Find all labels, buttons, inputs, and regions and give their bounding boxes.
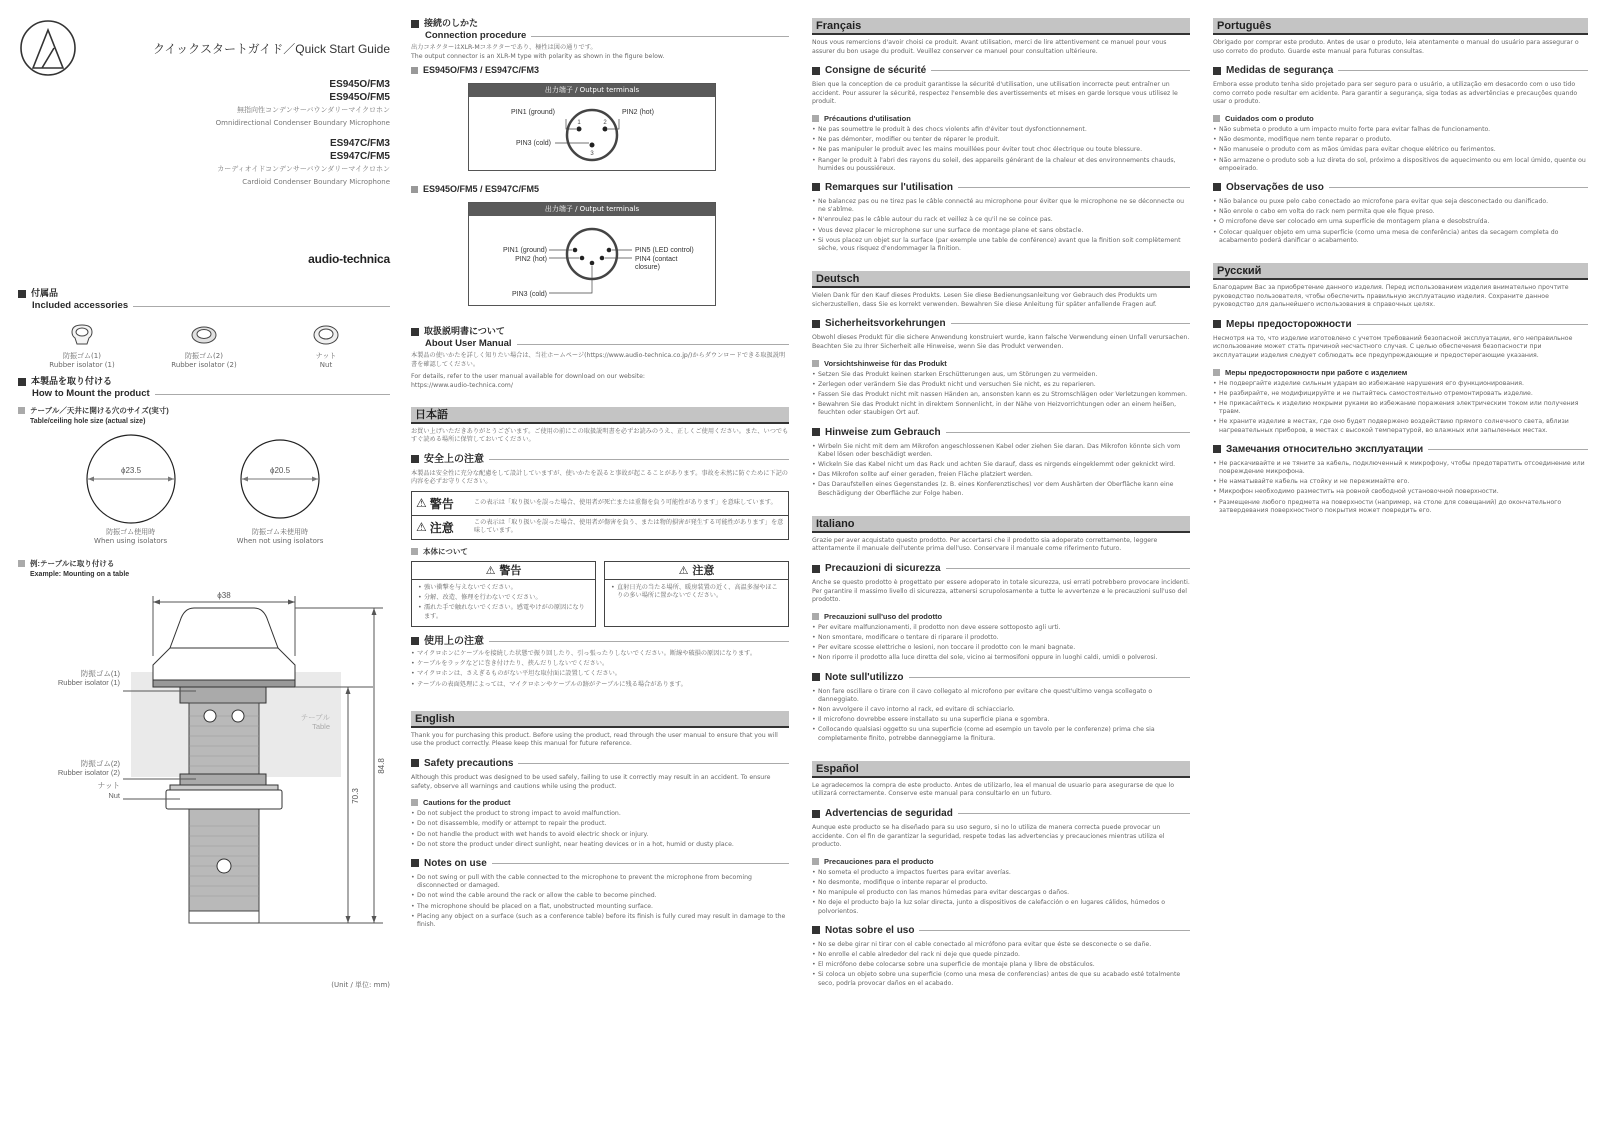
warning-triangle-icon: ⚠	[416, 520, 427, 535]
guide-title: クイックスタートガイド／Quick Start Guide	[152, 42, 390, 56]
hole-circle-icon	[240, 433, 320, 525]
list-item: • Размещение любого предмета на поверхности (например, на столе для совещаний) до окончательного затвердевания поверхностного покрытия может повредить его.	[1213, 499, 1588, 515]
subsection-heading: 本体について	[411, 546, 789, 557]
cover-column	[18, 0, 390, 1131]
safety-text: 本製品は安全性に充分な配慮をして設計していますが、使いかたを誤ると事故が起こることがあります。事故を未然に防ぐために下記の内容を必ずお守りください。	[411, 469, 788, 486]
notes-list	[1213, 198, 1588, 245]
list-item: • The microphone should be placed on a flat, unobstructed mounting surface.	[411, 903, 789, 911]
manual-text-en: For details, refer to the user manual available for download on our website:	[411, 373, 645, 381]
list-item: • Não desmonte, modifique nem tente reparar o produto.	[1213, 136, 1588, 144]
list-item: • Setzen Sie das Produkt keinen starken Erschütterungen aus, um Störungen zu vermeiden.	[812, 371, 1190, 379]
list-item: • Не разбирайте, не модифицируйте и не пытайтесь самостоятельно отремонтировать изделие.	[1213, 390, 1588, 398]
list-item: • 濡れた手で触れないでください。感電やけがの原因になります。	[418, 604, 589, 620]
pin5-label: PIN5 (LED control)	[635, 247, 694, 255]
square-bullet-icon	[812, 320, 820, 328]
nut-icon	[311, 322, 341, 348]
safety-text: Although this product was designed to be used safely, failing to use it correctly may result in an accident. To ensure safety, observe all warnings and cautions while using the product.	[411, 773, 771, 790]
list-item: • O microfone deve ser colocado em uma superfície de montagem plana e desobstruída.	[1213, 218, 1588, 226]
list-item: • Bewahren Sie das Produkt nicht in direktem Sonnenlicht, in der Nähe von Heizvorrichtungen oder an einem heißen, feuchten oder staubigen Ort auf.	[812, 401, 1190, 417]
safety-heading: Medidas de segurança	[1213, 64, 1588, 77]
list-item: • Не раскачивайте и не тяните за кабель, подключенный к микрофону, чтобы предотвратить отсоединение или повреждение микрофона.	[1213, 460, 1588, 476]
pin-box-title: 出力端子 / Output terminals	[469, 203, 715, 216]
list-item: • Das Mikrofon sollte auf einer geraden, freien Fläche platziert werden.	[812, 471, 1190, 479]
list-item: • Non riporre il prodotto alla luce diretta del sole, vicino ai termosifoni oppure in luoghi caldi, umidi o polverosi.	[812, 654, 1190, 662]
list-item: • Ne balancez pas ou ne tirez pas le câble connecté au microphone pour éviter que le microphone ne se déconnecte ou ne s'abîme.	[812, 198, 1190, 214]
connection-column	[411, 18, 789, 931]
list-item: • Si vous placez un objet sur la surface (par exemple une table de conférence) avant que la finition soit complètement sèche, vous risquez d'endommager la finition.	[812, 237, 1190, 253]
audio-technica-logo-icon	[18, 18, 78, 78]
cautions-list	[411, 810, 789, 849]
list-item: • Não submeta o produto a um impacto muito forte para evitar falhas de funcionamento.	[1213, 126, 1588, 134]
caution-row: ⚠ 注意 この表示は「取り扱いを誤った場合、使用者が傷害を負う、または物的損害が発生する可能性があります」を意味しています。	[412, 515, 788, 539]
label-table-jp: テーブル	[300, 713, 330, 722]
rubber-isolator-1-icon	[67, 322, 97, 348]
list-item: • Ne pas soumettre le produit à des chocs violents afin d'éviter tout dysfonctionnement.	[812, 126, 1190, 134]
xlr3-connector-diagram	[469, 97, 715, 170]
square-bullet-icon	[812, 428, 820, 436]
label-isolator1-en: Rubber isolator (1)	[57, 678, 120, 687]
height-total-dimension: 84.8	[377, 758, 386, 774]
list-item: • No someta el producto a impactos fuertes para evitar averías.	[812, 869, 1190, 877]
warning-box: ⚠ 警告 • 強い衝撃を与えないでください。 • 分解、改造、修理を行わないでください。 • 濡れた手で触れないでください。感電やけがの原因になります。	[411, 561, 596, 627]
lang-section-portuguese	[1213, 18, 1588, 245]
lang-section-french	[812, 18, 1190, 253]
list-item: • El micrófono debe colocarse sobre una superficie de montaje plana y libre de obstáculos.	[812, 961, 1190, 969]
list-item: • Não armazene o produto sob a luz direta do sol, próximo a dispositivos de aquecimento ou em local úmido, quente ou empoeirado.	[1213, 157, 1588, 173]
lang-section-russian	[1213, 263, 1588, 515]
intro-text: Nous vous remercions d'avoir choisi ce produit. Avant utilisation, merci de lire attentivement ce manuel pour vous assurer du bon usage du produit. Veuillez conserver ce manuel pour consultation ultérieure.	[812, 39, 1167, 55]
list-item: • No manipule el producto con las manos húmedas para evitar descargas o daños.	[812, 889, 1190, 897]
pin3-label: PIN3 (cold)	[511, 291, 547, 299]
pin2-label: PIN2 (hot)	[622, 109, 654, 117]
safety-heading: Sicherheitsvorkehrungen	[812, 317, 1190, 330]
list-item: • Do not handle the product with wet hands to avoid electric shock or injury.	[411, 831, 789, 839]
list-item: • Не подвергайте изделие сильным ударам во избежание нарушения его функционирования.	[1213, 380, 1588, 388]
safety-text: Embora esse produto tenha sido projetado para ser seguro para o usuário, a utilização em desacordo com o uso tido como correto pode resultar em acidente. Para garantir a segurança, siga todas as advertências e precauções quando usar o produto.	[1213, 81, 1578, 106]
language-band: English	[411, 711, 789, 728]
language-band: Español	[812, 761, 1190, 778]
accessory-item: 防振ゴム(1) Rubber isolator (1)	[42, 322, 122, 370]
square-bullet-icon	[1213, 445, 1221, 453]
cautions-list	[1213, 126, 1588, 173]
intro-text: Vielen Dank für den Kauf dieses Produkts. Lesen Sie diese Bedienungsanleitung vor Gebrauch des Produkts um sicherzustellen, dass Sie es korrekt verwenden. Bewahren Sie diese Anleitung für später anfallende Fragen auf.	[812, 292, 1157, 308]
section-heading: 取扱説明書について	[411, 326, 789, 338]
intro-text: Благодарим Вас за приобретение данного изделия. Перед использованием изделия внимательно прочтите руководство пользователя, чтобы обеспечить правильную эксплуатацию изделия. Сохраните данное руководство для дальнейшего использования в справочных целях.	[1213, 284, 1569, 309]
list-item: • Per evitare malfunzionamenti, il prodotto non deve essere sottoposto agli urti.	[812, 624, 1190, 632]
list-item: • Ranger le produit à l'abri des rayons du soleil, des appareils générant de la chaleur et des environnements chauds, humides ou poussiéreux.	[812, 157, 1190, 173]
square-bullet-icon	[812, 673, 820, 681]
manual-section	[411, 326, 789, 390]
manual-url[interactable]: https://www.audio-technica.com/	[411, 381, 513, 389]
notes-heading: Remarques sur l'utilisation	[812, 181, 1190, 194]
pin2-label: PIN2 (hot)	[515, 256, 547, 264]
notes-heading: Note sull'utilizzo	[812, 671, 1190, 684]
square-bullet-icon	[18, 290, 26, 298]
list-item: • Não enrole o cabo em volta do rack nem permita que ele fique preso.	[1213, 208, 1588, 216]
label-table-en: Table	[312, 722, 330, 731]
notes-heading: Notes on use	[411, 857, 789, 870]
cautions-heading: Precauzioni sull'uso del prodotto	[812, 611, 1190, 622]
square-bullet-icon	[812, 565, 820, 573]
intro-text: Thank you for purchasing this product. Before using the product, read through the user manual to ensure that you will use the product correctly. Please keep this manual for future reference.	[411, 731, 778, 748]
languages-column-a	[812, 18, 1190, 990]
list-item: • Non smontare, modificare o tentare di riparare il prodotto.	[812, 634, 1190, 642]
square-bullet-icon	[411, 20, 419, 28]
model-name: ES947C/FM3	[329, 138, 390, 149]
cautions-list	[1213, 380, 1588, 435]
label-nut-en: Nut	[108, 791, 120, 800]
section-subheading: Connection procedure	[411, 30, 789, 42]
model-desc-jp: カーディオイドコンデンサーバウンダリーマイクロホン	[217, 165, 390, 173]
pin1-label: PIN1 (ground)	[503, 247, 547, 255]
list-item: • Микрофон необходимо разместить на ровной свободной установочной поверхности.	[1213, 488, 1588, 496]
connection-text-en: The output connector is an XLR-M type with polarity as shown in the figure below.	[411, 52, 665, 60]
list-item: • Não balance ou puxe pelo cabo conectado ao microfone para evitar que seja desconectado ou danificado.	[1213, 198, 1588, 206]
fm5-pin-box	[468, 202, 716, 306]
cautions-list	[812, 126, 1190, 173]
hole-dimension: ϕ23.5	[120, 466, 141, 475]
label-isolator2-jp: 防振ゴム(2)	[80, 759, 120, 768]
cautions-heading: Меры предосторожности при работе с изделием	[1213, 367, 1588, 378]
intro-text: Grazie per aver acquistato questo prodotto. Per accertarsi che il prodotto sia adoperato correttamente, leggere attentamente il manuale dell'utente prima dell'uso. Conservare il manuale come riferimento futuro.	[812, 536, 1158, 553]
safety-heading: Меры предосторожности	[1213, 318, 1588, 331]
language-band: Deutsch	[812, 271, 1190, 288]
list-item: • Не прикасайтесь к изделию мокрыми руками во избежание поражения электрическим током или получения травм.	[1213, 400, 1588, 416]
list-item: • Colocar qualquer objeto em uma superfície (como uma mesa de conferência) antes da secagem completa do acabamento poderá danificar o acabamento.	[1213, 229, 1588, 245]
list-item: • 強い衝撃を与えないでください。	[418, 584, 589, 592]
svg-text:2: 2	[603, 120, 607, 127]
list-item: • Не храните изделие в местах, где оно будет подвержено воздействию прямого солнечного света, вблизи нагревательных приборов, в местах с высокой температурой, во влажных или запыленных местах.	[1213, 418, 1588, 434]
list-item: • No desmonte, modifique o intente reparar el producto.	[812, 879, 1190, 887]
list-item: • Do not store the product under direct sunlight, near heating devices or in a hot, humid or dusty place.	[411, 841, 789, 849]
section-heading: 付属品	[18, 288, 390, 300]
square-bullet-icon	[18, 378, 26, 386]
list-item: • Wickeln Sie das Kabel nicht um das Rack und achten Sie darauf, dass es nirgends eingeklemmt oder geknickt wird.	[812, 461, 1190, 469]
model-desc-en: Omnidirectional Condenser Boundary Microphone	[215, 119, 390, 127]
safety-heading: Consigne de sécurité	[812, 64, 1190, 77]
accessory-item: 防振ゴム(2) Rubber isolator (2)	[164, 322, 244, 370]
manual-text-jp: 本製品の使いかたを詳しく知りたい場合は、当社ホームページ(https://www.audio-technica.co.jp/)からダウンロードできる取扱説明書を確認してください。	[411, 352, 786, 368]
square-bullet-icon	[1213, 67, 1221, 75]
list-item: • Zerlegen oder verändern Sie das Produkt nicht und versuchen Sie nicht, es zu reparieren.	[812, 381, 1190, 389]
list-item: • 直射日光の当たる場所、暖房装置の近く、高温多湿やほこりの多い場所に置かないでください。	[611, 584, 782, 600]
list-item: • Do not subject the product to strong impact to avoid malfunction.	[411, 810, 789, 818]
rubber-isolator-2-icon	[189, 322, 219, 348]
list-item: • Non avvolgere il cavo intorno al rack, ed evitare di schiacciarlo.	[812, 706, 1190, 714]
hole-size-large: ϕ23.5 防振ゴム使用時 When using isolators	[85, 433, 177, 546]
pin4-label-cont: closure)	[635, 264, 660, 272]
label-isolator1-jp: 防振ゴム(1)	[80, 669, 120, 678]
language-band: Italiano	[812, 516, 1190, 533]
square-bullet-icon	[1213, 320, 1221, 328]
square-bullet-icon	[812, 810, 820, 818]
safety-text: Несмотря на то, что изделие изготовлено с учетом требований безопасной эксплуатации, его неправильное использование может стать причиной несчастного случая. С целью обеспечения безопасности при эксплуатации изделия следует соблюдать все предупреждающие и предостерегающие указания.	[1213, 334, 1573, 359]
unit-note: (Unit / 単位: mm)	[331, 981, 390, 989]
list-item: • Não manuseie o produto com as mãos úmidas para evitar choque elétrico ou ferimentos.	[1213, 146, 1588, 154]
square-bullet-icon	[812, 183, 820, 191]
cautions-list	[812, 869, 1190, 916]
cautions-heading: Cautions for the product	[411, 797, 789, 808]
pin4-label: PIN4 (contact	[635, 256, 678, 264]
list-item: • No enrolle el cable alrededor del rack ni deje que quede pinzado.	[812, 951, 1190, 959]
warning-triangle-icon: ⚠	[485, 563, 500, 577]
square-bullet-icon	[812, 926, 820, 934]
list-item: • マイクロホンは、さえぎるものがない平坦な取付面に設置してください。	[411, 670, 789, 678]
lang-section-spanish	[812, 761, 1190, 988]
svg-text:1: 1	[577, 120, 581, 127]
cautions-heading: Precauciones para el producto	[812, 856, 1190, 867]
notes-list	[411, 874, 789, 929]
square-bullet-icon	[411, 859, 419, 867]
cardioid-models	[217, 137, 390, 189]
list-item: • Si coloca un objeto sobre una superficie (como una mesa de conferencias) antes de que su acabado esté totalmente seco, podría provocar daños en el acabado.	[812, 971, 1190, 987]
square-bullet-icon	[1213, 183, 1221, 191]
xlr5-connector-diagram	[469, 216, 715, 306]
height-below-dimension: 70.3	[351, 788, 360, 804]
hole-dimension: ϕ20.5	[269, 466, 291, 475]
square-bullet-icon	[411, 759, 419, 767]
warning-legend-table	[411, 491, 789, 540]
accessory-item: ナット Nut	[286, 322, 366, 370]
notes-list	[1213, 460, 1588, 515]
list-item: • 分解、改造、修理を行わないでください。	[418, 594, 589, 602]
warning-triangle-icon: ⚠	[678, 563, 693, 577]
list-item: • Ne pas démonter, modifier ou tenter de réparer le produit.	[812, 136, 1190, 144]
label-nut-jp: ナット	[97, 781, 120, 790]
fm3-pin-box	[468, 83, 716, 171]
fm5-heading: ES945O/FM5 / ES947C/FM5	[411, 183, 789, 196]
lang-section-italian	[812, 516, 1190, 743]
list-item: • Fassen Sie das Produkt nicht mit nassen Händen an, ansonsten kann es zu Stromschlägen oder Verletzungen kommen.	[812, 391, 1190, 399]
list-item: • Ne pas manipuler le produit avec les mains mouillées pour éviter tout choc électrique ou toute blessure.	[812, 146, 1190, 154]
language-band-japanese: 日本語	[411, 407, 789, 424]
mounting-diagram	[18, 591, 390, 936]
omni-models	[216, 78, 390, 130]
label-isolator2-en: Rubber isolator (2)	[57, 768, 120, 777]
list-item: • Не наматывайте кабель на стойку и не пережимайте его.	[1213, 478, 1588, 486]
list-item: • Do not disassemble, modify or attempt to repair the product.	[411, 820, 789, 828]
notes-list	[812, 198, 1190, 253]
model-desc-en: Cardioid Condenser Boundary Microphone	[242, 178, 390, 186]
lang-section-german	[812, 271, 1190, 498]
warning-triangle-icon: ⚠	[416, 496, 427, 511]
section-heading: 接続のしかた	[411, 18, 789, 30]
square-bullet-icon	[411, 328, 419, 336]
notes-heading: Observações de uso	[1213, 181, 1588, 194]
width-dimension: ϕ38	[217, 591, 231, 600]
cautions-heading: Vorsichtshinweise für das Produkt	[812, 358, 1190, 369]
notes-heading: Замечания относительно эксплуатации	[1213, 443, 1588, 456]
mount-section	[18, 376, 390, 580]
cautions-heading: Précautions d'utilisation	[812, 113, 1190, 124]
list-item: • No deje el producto bajo la luz solar directa, junto a dispositivos de calefacción o en lugares cálidos, húmedos o polvorientos.	[812, 899, 1190, 915]
subsection-heading-en: Example: Mounting on a table	[30, 571, 130, 578]
language-band: Français	[812, 18, 1190, 35]
list-item: • テーブルの表面処理によっては、マイクロホンやケーブルの跡がテーブルに残る場合があります。	[411, 681, 789, 689]
fm3-heading: ES945O/FM3 / ES947C/FM3	[411, 64, 789, 77]
list-item: • Non fare oscillare o tirare con il cavo collegato al microfono per evitare che quest'ultimo venga scollegato o danneggiato.	[812, 688, 1190, 704]
intro-text: Obrigado por comprar este produto. Antes de usar o produto, leia atentamente o manual do usuário para assegurar o uso correto do produto. Guarde este manual para futuras consultas.	[1213, 39, 1579, 55]
caution-box: ⚠ 注意 • 直射日光の当たる場所、暖房装置の近く、高温多湿やほこりの多い場所に置かないでください。	[604, 561, 789, 627]
language-band: Português	[1213, 18, 1588, 35]
notes-list	[812, 443, 1190, 498]
model-desc-jp: 無指向性コンデンサーバウンダリーマイクロホン	[237, 106, 390, 114]
list-item: • Per evitare scosse elettriche o lesioni, non toccare il prodotto con le mani bagnate.	[812, 644, 1190, 652]
cautions-list	[812, 624, 1190, 663]
intro-text: お買い上げいただきありがとうございます。ご使用の前にこの取扱説明書を必ずお読みのうえ、正しくご使用ください。また、いつでもすぐ読める場所に保管しておいてください。	[411, 427, 789, 444]
notes-heading: Hinweise zum Gebrauch	[812, 426, 1190, 439]
list-item: • ケーブルをラックなどに巻き付けたり、挟んだりしないでください。	[411, 660, 789, 668]
safety-heading: Precauzioni di sicurezza	[812, 562, 1190, 575]
section-heading: 本製品を取り付ける	[18, 376, 390, 388]
subsection-heading-en: Table/ceiling hole size (actual size)	[30, 418, 146, 425]
notes-list	[812, 941, 1190, 988]
list-item: • Do not swing or pull with the cable connected to the microphone to prevent the microphone from becoming disconnected or damaged.	[411, 874, 789, 890]
list-item: • N'enroulez pas le câble autour du rack et veillez à ce qu'il ne se coince pas.	[812, 216, 1190, 224]
model-name: ES947C/FM5	[329, 151, 390, 162]
list-item: • Il microfono dovrebbe essere installato su una superficie piana e sgombra.	[812, 716, 1190, 724]
languages-column-b	[1213, 18, 1588, 517]
intro-text: Le agradecemos la compra de este producto. Antes de utilizarlo, lea el manual de usuario para asegurarse de que lo utilizará correctamente. Conserve este manual para consultarlo en un futuro.	[812, 781, 1175, 798]
japanese-section	[411, 407, 789, 689]
list-item: • マイクロホンにケーブルを接続した状態で振り回したり、引っ張ったりしないでください。断線や破損の原因になります。	[411, 650, 789, 658]
list-item: • Wirbeln Sie nicht mit dem am Mikrofon angeschlossenen Kabel oder ziehen Sie daran. Das Mikrofon könnte sich vom Kabel lösen oder beschädigt werden.	[812, 443, 1190, 459]
safety-heading: Advertencias de seguridad	[812, 807, 1190, 820]
section-subheading: How to Mount the product	[18, 388, 390, 400]
list-item: • Collocando qualsiasi oggetto su una superficie (come ad esempio un tavolo per le conferenze) prima che sia completamente finito, potrebbe danneggiarne la finitura.	[812, 726, 1190, 742]
cautions-list	[812, 371, 1190, 418]
list-item: • Vous devez placer le microphone sur une surface de montage plane et sans obstacle.	[812, 227, 1190, 235]
section-heading: 安全上の注意	[411, 453, 789, 466]
warning-row: ⚠ 警告 この表示は「取り扱いを誤った場合、使用者が死亡または重傷を負う可能性があります」を意味しています。	[416, 496, 777, 511]
list-item: • No se debe girar ni tirar con el cable conectado al micrófono para evitar que éste se desconecte o se dañe.	[812, 941, 1190, 949]
section-subheading: Included accessories	[18, 300, 390, 312]
subsection-heading: テーブル／天井に開ける穴のサイズ(実寸)	[18, 405, 390, 416]
section-heading: 使用上の注意	[411, 635, 789, 648]
connection-text-jp: 出力コネクターはXLR-Mコネクターであり、極性は図の通りです。	[411, 44, 597, 51]
model-name: ES945O/FM3	[329, 79, 390, 90]
safety-text: Aunque este producto se ha diseñado para su uso seguro, si no lo utiliza de manera correcta puede provocar un accidente. Con el fin de garantizar la seguridad, respete todas las advertencias y precauciones mientras utiliza el producto.	[812, 824, 1165, 849]
accessories-section	[18, 288, 390, 370]
subsection-heading: 例:テーブルに取り付ける	[18, 558, 390, 569]
safety-heading: Safety precautions	[411, 757, 789, 770]
pin3-label: PIN3 (cold)	[515, 140, 551, 148]
hole-circle-icon	[85, 433, 177, 525]
safety-text: Anche se questo prodotto è progettato per essere adoperato in totale sicurezza, usi errati potrebbero provocare incidenti. Per garantire il massimo livello di sicurezza, attenersi scrupolosamente a tutte le avvertenze e le precauzioni sull'uso del prodotto.	[812, 579, 1190, 604]
lang-section-english	[411, 711, 789, 929]
list-item: • Placing any object on a surface (such as a conference table) before its finish is fully cured may result in damage to the finish.	[411, 913, 789, 929]
section-subheading: About User Manual	[411, 338, 789, 350]
safety-text: Bien que la conception de ce produit garantisse la sécurité d'utilisation, une utilisation incorrecte peut entraîner un accident. Pour assurer la sécurité, respectez l'ensemble des avertissements et mises en garde lorsque vous utilisez le produit.	[812, 81, 1178, 106]
hole-size-small: ϕ20.5 防振ゴム未使用時 When not using isolators	[237, 433, 324, 546]
safety-text: Obwohl dieses Produkt für die sichere Anwendung konstruiert wurde, kann falsche Verwendung einen Unfall verursachen. Beachten Sie zu Ihrer Sicherheit alle Hinweise, wenn Sie das Produkt verwenden.	[812, 334, 1190, 350]
notes-heading: Notas sobre el uso	[812, 924, 1190, 937]
svg-text:3: 3	[590, 151, 594, 158]
brand-wordmark: audio-technica	[308, 252, 390, 266]
list-item: • Do not wind the cable around the rack or allow the cable to become pinched.	[411, 892, 789, 900]
cautions-heading: Cuidados com o produto	[1213, 113, 1588, 124]
square-bullet-icon	[812, 67, 820, 75]
language-band: Русский	[1213, 263, 1588, 280]
pin1-label: PIN1 (ground)	[511, 109, 555, 117]
model-name: ES945O/FM5	[329, 92, 390, 103]
pin-box-title: 出力端子 / Output terminals	[469, 84, 715, 97]
notes-list	[812, 688, 1190, 743]
list-item: • Das Daraufstellen eines Gegenstandes (z. B. eines Konferenztisches) vor dem Aushärten der Oberfläche kann eine Beschädigung der Oberfläche zur Folge haben.	[812, 481, 1190, 497]
